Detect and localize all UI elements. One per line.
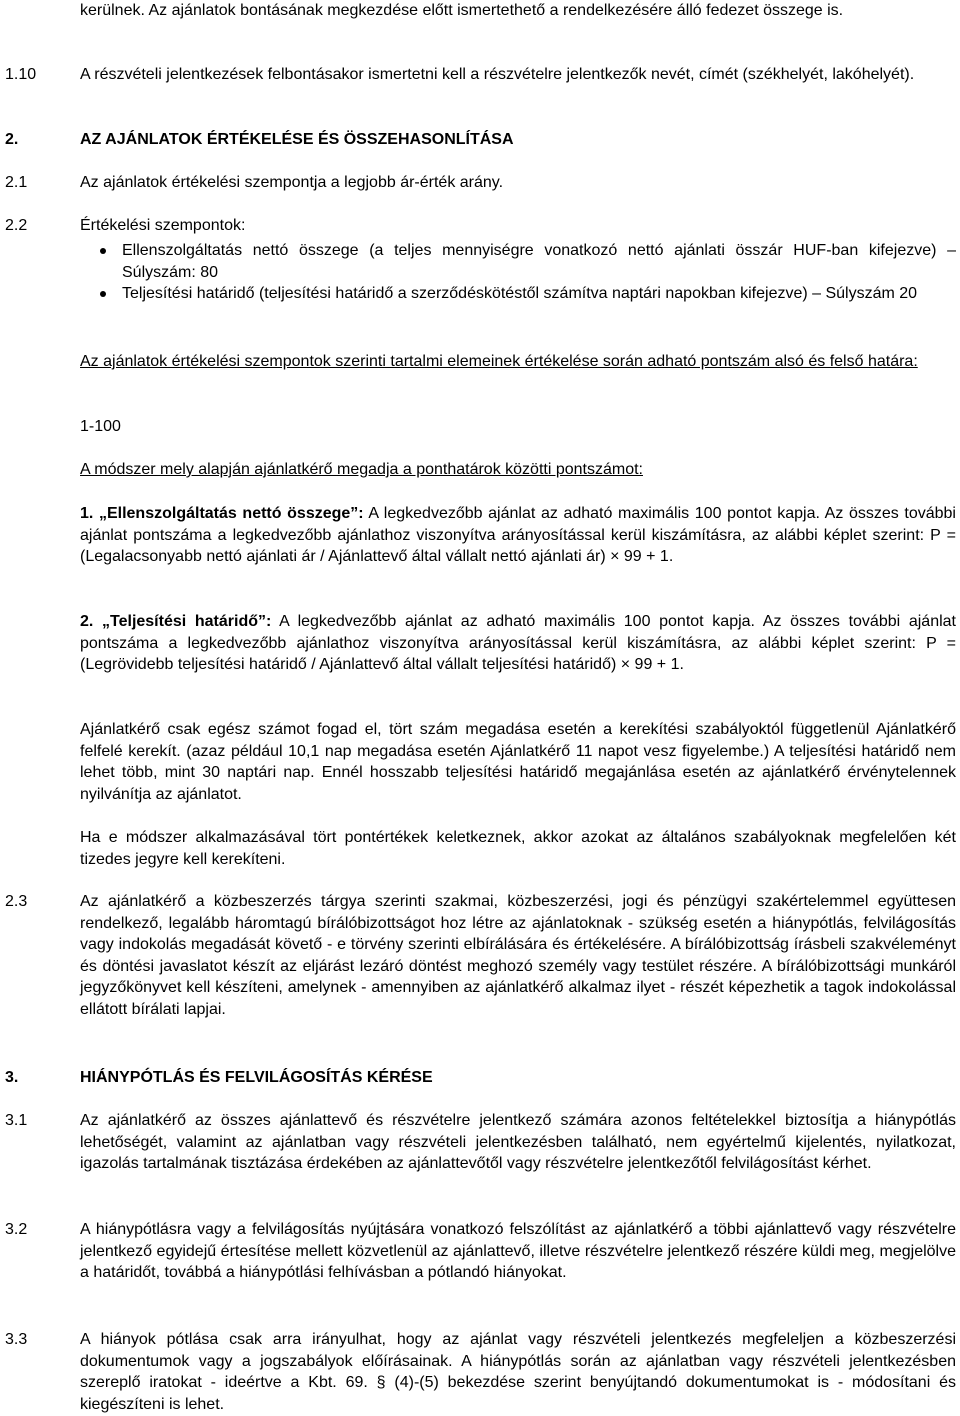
list-item (80, 283, 956, 305)
criterion-1-text: A legkedvezőbb ajánlat az adható maximális 100 pontot kapja. Az összes további ajánlat pontszáma a legkedvezőbb ajánlathoz viszonyítva arányosítással kerül kiszámításra, az alábbi képlet szerint: P = (Legalacsonyabb nettó ajánlati ár / Ajánlattevő által vállalt nettó ajánlati ár) × 99 + 1. (80, 505, 956, 565)
criterion-price: Ellenszolgáltatás nettó összege (a teljes mennyiségre vonatkozó nettó ajánlati összár HUF-ban kifejezve) – Súlyszám: 80 (122, 242, 956, 281)
list-item (80, 240, 956, 283)
section-number-2-3: 2.3 (5, 893, 28, 910)
criterion-1-description (80, 503, 956, 568)
fraction-rule-paragraph: Ha e módszer alkalmazásával tört pontértékek keletkeznek, akkor azokat az általános szabályoknak megfelelően két tizedes jegyre kell kerekíteni. (80, 829, 956, 868)
section-2-1-text: Az ajánlatok értékelési szempontja a legjobb ár-érték arány. (80, 174, 504, 191)
rounding-rule-paragraph: Ajánlatkérő csak egész számot fogad el, tört szám megadása esetén a kerekítési szabályoktól függetlenül Ajánlatkérő felfelé kerekít. (azaz például 10,1 nap megadása esetén Ajánlatkérő 11 napot vesz figyelembe.) A teljesítési határidő nem lehet több, mint 30 naptári nap. Ennél hosszabb teljesítési határidő megajánlása esetén az ajánlatkérő érvénytelennek nyilvánítja az ajánlatot. (80, 721, 956, 803)
method-heading: A módszer mely alapján ajánlatkérő megadja a ponthatárok közötti pontszámot: (80, 461, 643, 478)
criterion-1-label: 1. „Ellenszolgáltatás nettó összege”: (80, 505, 364, 522)
section-number-3-2: 3.2 (5, 1221, 28, 1238)
bullet-icon (100, 248, 106, 254)
bullet-icon (100, 291, 106, 297)
score-range-value: 1-100 (80, 418, 121, 435)
criteria-list (80, 240, 956, 305)
paragraph-continuation: kerülnek. Az ajánlatok bontásának megkezdése előtt ismertethető a rendelkezésére álló fedezet összege is. (80, 2, 844, 19)
heading-3-title: HIÁNYPÓTLÁS ÉS FELVILÁGOSÍTÁS KÉRÉSE (80, 1069, 433, 1086)
score-range-heading: Az ajánlatok értékelési szempontok szerinti tartalmi elemeinek értékelése során adható pontszám alsó és felső határa: (80, 353, 918, 370)
section-3-1-text: Az ajánlatkérő az összes ajánlattevő és részvételre jelentkező számára azonos feltételekkel biztosítja a hiánypótlás lehetőségét, valamint az ajánlatban vagy részvételi jelentkezésben található, nem egyértelmű kijelentés, nyilatkozat, igazolás tartalmának tisztázása érdekében az ajánlattevőtől vagy részvételre jelentkezőtől felvilágosítást kérhet. (80, 1112, 956, 1172)
section-1-10-text: A részvételi jelentkezések felbontásakor ismertetni kell a részvételre jelentkezők nevét, címét (székhelyét, lakóhelyét). (80, 66, 915, 83)
section-2-3-text: Az ajánlatkérő a közbeszerzés tárgya szerinti szakmai, közbeszerzési, jogi és pénzügyi szakértelemmel együttesen rendelkező, legalább háromtagú bírálóbizottságot hoz létre az ajánlatoknak - szükség esetén a hiánypótlás, felvilágosítás vagy indokolás megadását követő - e törvény szerinti elbírálására és értékelésére. A bírálóbizottság írásbeli szakvéleményt és döntési javaslatot készít az eljárást lezáró döntést meghozó személy vagy testület részére. A bírálóbizottsági munkáról jegyzőkönyvet kell készíteni, amelynek - amennyiben az ajánlatkérő alkalmaz ilyet - részét képezhetik a tagok indokolással ellátott bírálati lapjai. (80, 893, 956, 1018)
heading-2-number: 2. (5, 131, 19, 148)
section-2-2-intro: Értékelési szempontok: (80, 217, 246, 234)
criterion-2-text: A legkedvezőbb ajánlat az adható maximális 100 pontot kapja. Az összes további ajánlat pontszáma a legkedvezőbb ajánlathoz viszonyítva arányosítással kerül kiszámításra, az alábbi képlet szerint: P = (Legrövidebb teljesítési határidő / Ajánlattevő által vállalt teljesítési határidő) × 99 + 1. (80, 613, 956, 673)
section-number-2-1: 2.1 (5, 174, 28, 191)
heading-3-number: 3. (5, 1069, 19, 1086)
criterion-2-label: 2. „Teljesítési határidő”: (80, 613, 272, 630)
section-3-2-text: A hiánypótlásra vagy a felvilágosítás nyújtására vonatkozó felszólítást az ajánlatkérő a többi ajánlattevő vagy részvételre jelentkező egyidejű értesítése mellett közvetlenül az ajánlattevő, illetve részvételre jelentkező részére küldi meg, megjelölve a határidőt, továbbá a hiánypótlási felhívásban a pótlandó hiányokat. (80, 1221, 956, 1281)
criterion-2-description (80, 611, 956, 676)
section-number-1-10: 1.10 (5, 66, 37, 83)
section-number-3-1: 3.1 (5, 1112, 28, 1129)
criterion-deadline: Teljesítési határidő (teljesítési határidő a szerződéskötéstől számítva naptári napokban kifejezve) – Súlyszám 20 (122, 285, 918, 302)
section-number-2-2: 2.2 (5, 217, 28, 234)
section-number-3-3: 3.3 (5, 1331, 28, 1348)
section-3-3-text: A hiányok pótlása csak arra irányulhat, hogy az ajánlat vagy részvételi jelentkezés megfeleljen a közbeszerzési dokumentumok vagy a jogszabályok előírásainak. A hiánypótlás során az ajánlatban vagy részvételi jelentkezésben szereplő iratokat - ideértve a Kbt. 69. § (4)-(5) bekezdése szerint benyújtandó dokumentumokat is - módosítani és kiegészíteni is lehet. (80, 1331, 956, 1413)
heading-2-title: AZ AJÁNLATOK ÉRTÉKELÉSE ÉS ÖSSZEHASONLÍTÁSA (80, 131, 514, 148)
